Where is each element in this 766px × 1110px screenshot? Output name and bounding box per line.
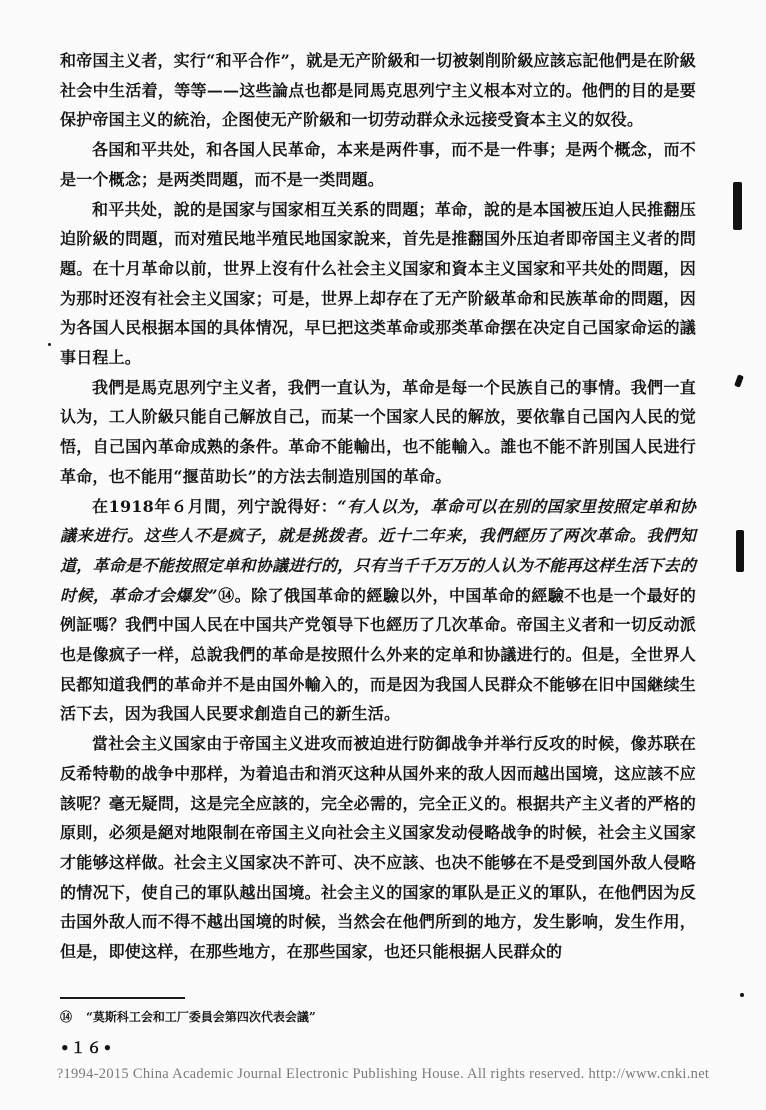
footnote-divider [60,997,185,999]
scan-ink-mark [736,530,744,572]
scan-ink-mark [48,343,51,346]
lenin-quotation: “有人以为，革命可以在别的国家里按照定单和协議来进行。这些人不是疯子，就是挑拨者。近十二年来，我們經历了两次革命。我們知道，革命是不能按照定单和协議进行的，只有当千千万万的人认为不能再这样生活下去的时候，革命才会爆发” [60,496,696,605]
scan-ink-mark [740,993,744,997]
scan-ink-mark [734,374,744,387]
footnote [60,1008,660,1026]
scan-ink-mark [733,182,742,230]
footnote-reference: ⑭ [217,585,235,605]
paragraph-1: 和帝国主义者，实行“和平合作”，就是无产阶級和一切被剝削阶級应該忘記他們是在阶級社会中生活着，等等——这些論点也都是同馬克思列宁主义根本对立的。他們的目的是要保护帝国主义的統治，企图使无产阶級和一切劳动群众永远接受資本主义的奴役。 [60,51,696,130]
paragraph-2: 各国和平共处，和各国人民革命，本来是两件事，而不是一件事；是两个概念，而不是一个概念；是两类問題，而不是一类問題。 [60,140,696,189]
copyright-footer: ?1994-2015 China Academic Journal Electronic Publishing House. All rights reserved. http://www.cnki.net [56,1066,710,1082]
paragraph-4: 我們是馬克思列宁主义者，我們一直认为，革命是每一个民族自己的事情。我們一直认为，工人阶級只能自己解放自己，而某一个国家人民的解放，要依靠自己国內人民的觉悟，自己国內革命成熟的条件。革命不能輸出，也不能輸入。誰也不能不許別国人民进行革命，也不能用“揠苗助长”的方法去制造別国的革命。 [60,377,696,486]
footnote-number: ⑭ [60,1010,73,1024]
lenin-paragraph-rest: 。除了俄国革命的經驗以外，中国革命的經驗不也是一个最好的例証嗎？我們中国人民在中国共产党領导下也經历了几次革命。帝国主义者和一切反动派也是像疯子一样，总說我們的革命是按照什么外来的定单和协議进行的。但是，全世界人民都知道我們的革命并不是由国外輸入的，而是因为我国人民群众不能够在旧中国継续生活下去，因为我国人民要求創造自己的新生活。 [60,585,696,724]
paragraph-5-lenin-quote [60,492,696,730]
lenin-intro: 在1918年６月間，列宁說得好： [92,496,338,516]
footnote-text: “莫斯科工会和工厂委員会第四次代表会議” [86,1010,316,1024]
paragraph-6: 當社会主义国家由于帝国主义进攻而被迫进行防御战争并举行反攻的时候，像苏联在反希特勒的战争中那样，为着追击和消灭这种从国外来的敌人因而越出国境，这应該不应該呢？毫无疑問，这是完全应該的，完全必需的，完全正义的。根据共产主义者的严格的原則，必须是絕对地限制在帝国主义向社会主义国家发动侵略战争的时候，社会主义国家才能够这样做。社会主义国家决不許可、决不应該、也决不能够在不是受到国外敌人侵略的情况下，使自己的軍队越出国境。社会主义的国家的軍队是正义的軍队，在他們因为反击国外敌人而不得不越出国境的时候，当然会在他們所到的地方，发生影响，发生作用，但是，即使这样，在那些地方，在那些国家，也还只能根据人民群众的 [60,734,696,962]
body-text [60,46,696,967]
page-number: •１６• [60,1039,114,1057]
paragraph-3: 和平共处，說的是国家与国家相互关系的問題；革命，說的是本国被压迫人民推翻压迫阶級的問題，而对殖民地半殖民地国家說来，首先是推翻国外压迫者即帝国主义者的問題。在十月革命以前，世界上沒有什么社会主义国家和資本主义国家和平共处的問題，因为那时还沒有社会主义国家；可是，世界上却存在了无产阶級革命和民族革命的問題，因为各国人民根据本国的具体情况，早巳把这类革命或那类革命摆在决定自己国家命运的議事日程上。 [60,199,696,368]
